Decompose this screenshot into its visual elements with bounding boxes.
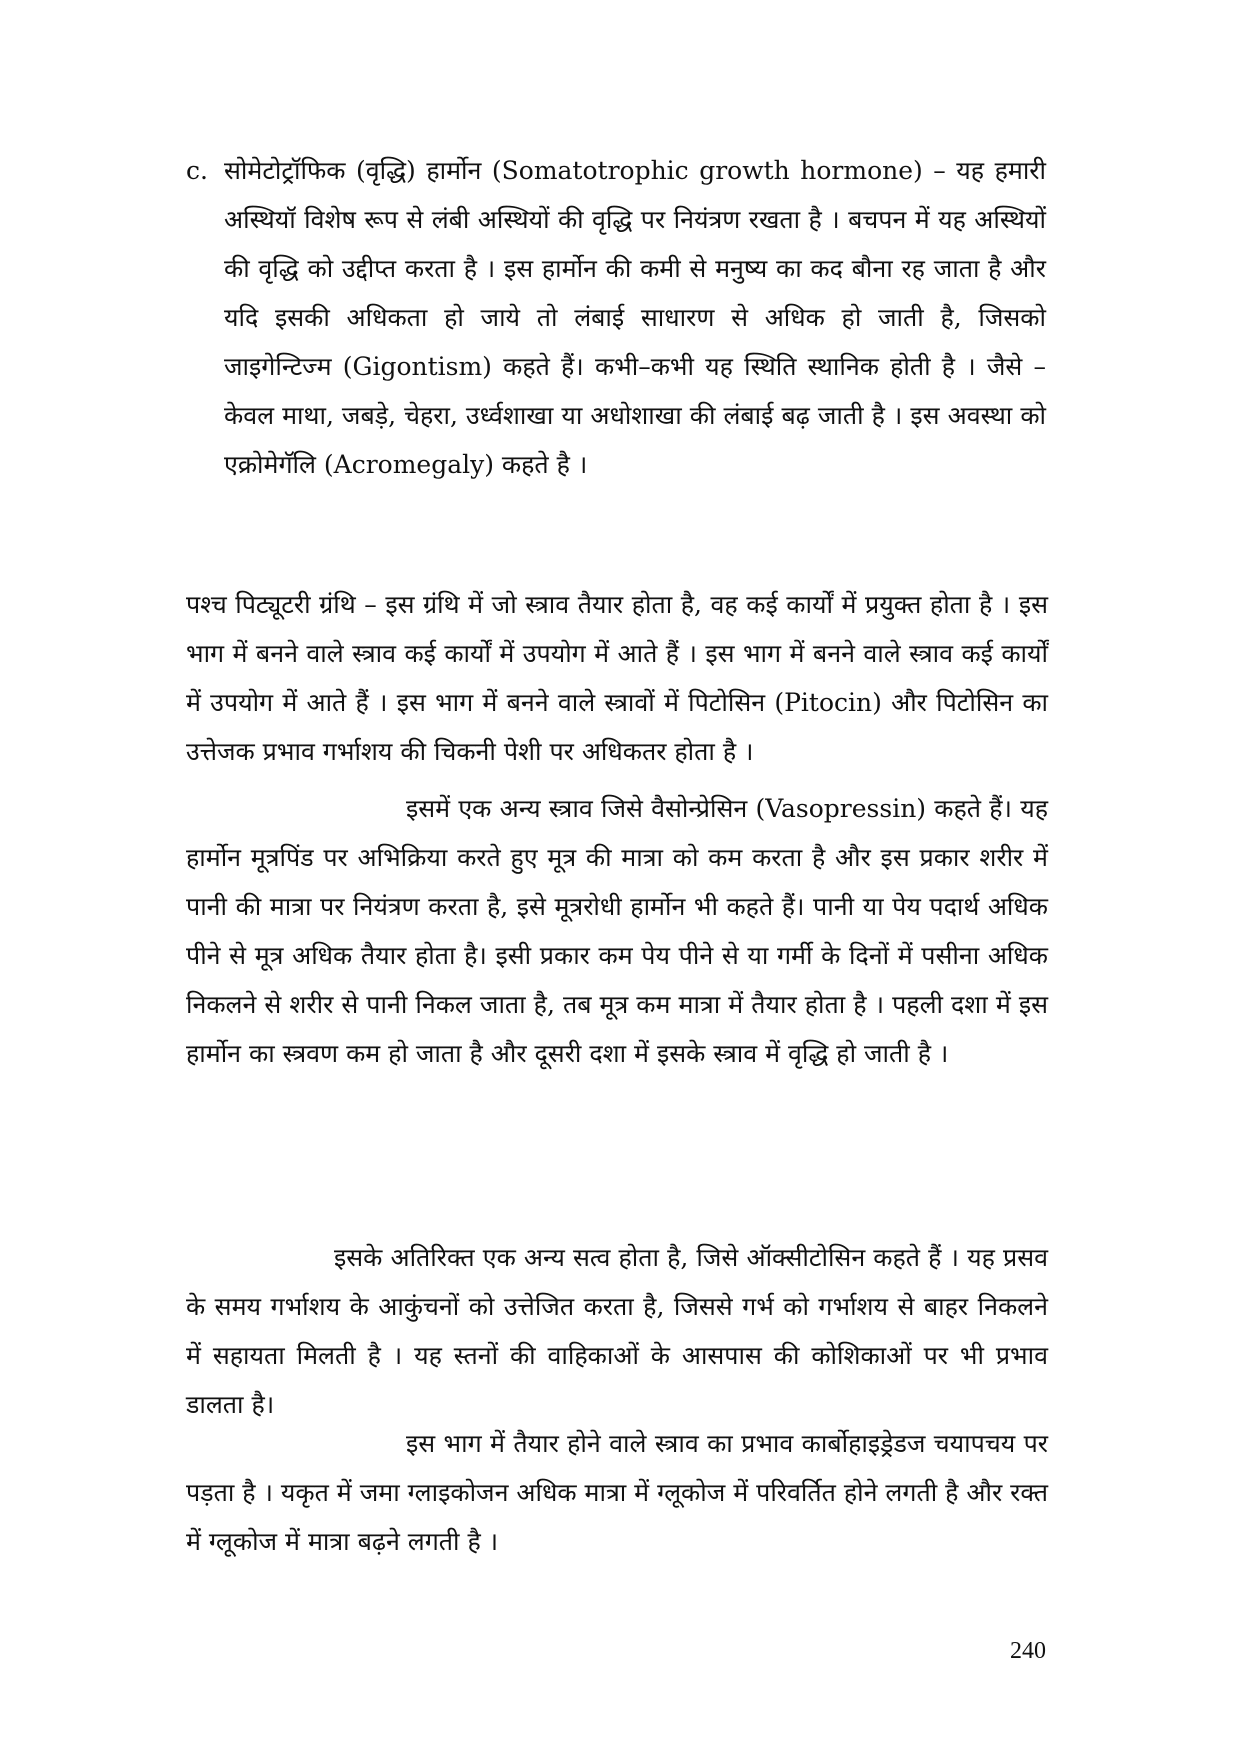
paragraph-oxytocin: इसके अतिरिक्त एक अन्य सत्व होता है, जिसे ऑक्सीटोसिन कहते हैं । यह प्रसव के समय गर्भाशय के आकुंचनों को उत्तेजित करता है, जिससे गर्भ को गर्भाशय से बाहर निकलने में सहायता मिलती है । यह स्तनों की वाहिकाओं के आसपास की कोशिकाओं पर भी प्रभाव डालता है। bbox=[186, 1243, 1048, 1419]
page-number: 240 bbox=[1010, 1638, 1046, 1664]
paragraph-carbohydrate-metabolism: इस भाग में तैयार होने वाले स्त्राव का प्रभाव कार्बोहाइड्रेडज चयापचय पर पड़ता है । यकृत में जमा ग्लाइकोजन अधिक मात्रा में ग्लूकोज में परिवर्तित होने लगती है और रक्त में ग्लूकोज में मात्रा बढ़ने लगती है । bbox=[186, 1429, 1048, 1556]
paragraph-vasopressin: इसमें एक अन्य स्त्राव जिसे वैसोन्प्रेसिन (Vasopressin) कहते हैं। यह हार्मोन मूत्रपिंड पर अभिक्रिया करते हुए मूत्र की मात्रा को कम करता है और इस प्रकार शरीर में पानी की मात्रा पर नियंत्रण करता है, इसे मूत्ररोधी हार्मोन भी कहते हैं। पानी या पेय पदार्थ अधिक पीने से मूत्र अधिक तैयार होता है। इसी प्रकार कम पेय पीने से या गर्मी के दिनों में पसीना अधिक निकलने से शरीर से पानी निकल जाता है, तब मूत्र कम मात्रा में तैयार होता है । पहली दशा में इस हार्मोन का स्त्रवण कम हो जाता है और दूसरी दशा में इसके स्त्राव में वृद्धि हो जाती है । bbox=[186, 794, 1048, 1068]
list-marker: c. bbox=[186, 156, 208, 185]
list-item-text: सोमेटोट्रॉफिक (वृद्धि) हार्मोन (Somatotrophic growth hormone) – यह हमारी अस्थियॉ विशेष रूप से लंबी अस्थियों की वृद्धि पर नियंत्रण रखता है । बचपन में यह अस्थियों की वृद्धि को उद्दीप्त करता है । इस हार्मोन की कमी से मनुष्य का कद बौना रह जाता है और यदि इसकी अधिकता हो जाये तो लंबाई साधारण से अधिक हो जाती है, जिसको जाइगेन्टिज्म (Gigontism) कहते हैं। कभी–कभी यह स्थिति स्थानिक होती है । जैसे – केवल माथा, जबड़े, चेहरा, उर्ध्वशाखा या अधोशाखा की लंबाई बढ़ जाती है । इस अवस्था को एक्रोमेगॅलि (Acromegaly) कहते है । bbox=[224, 156, 1046, 479]
paragraph-posterior-pituitary: पश्च पिट्यूटरी ग्रंथि – इस ग्रंथि में जो स्त्राव तैयार होता है, वह कई कार्यों में प्रयुक्त होता है । इस भाग में बनने वाले स्त्राव कई कार्यों में उपयोग में आते हैं । इस भाग में बनने वाले स्त्राव कई कार्यों में उपयोग में आते हैं । इस भाग में बनने वाले स्त्रावों में पिटोसिन (Pitocin) और पिटोसिन का उत्तेजक प्रभाव गर्भाशय की चिकनी पेशी पर अधिकतर होता है । bbox=[186, 590, 1048, 766]
list-item-c bbox=[186, 146, 1046, 489]
